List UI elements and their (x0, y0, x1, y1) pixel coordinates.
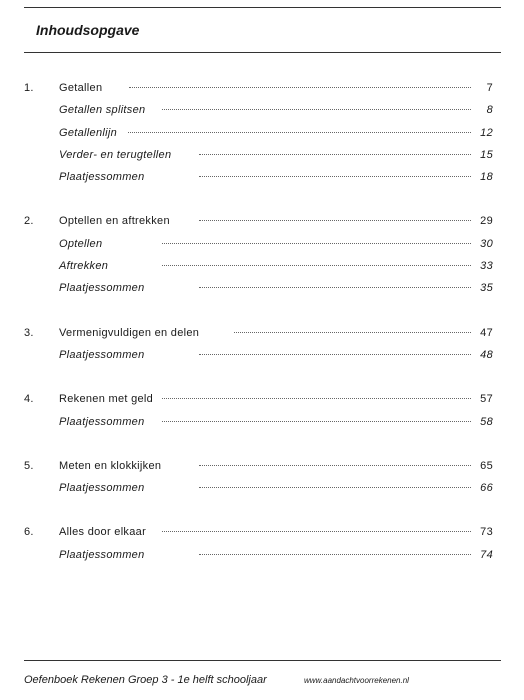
toc-entry-label: Plaatjessommen (59, 548, 145, 561)
chapter-number: 6. (24, 526, 34, 539)
title-rule (24, 52, 501, 53)
page-number: 29 (480, 215, 493, 228)
chapter-number: 2. (24, 215, 34, 228)
dot-leader (199, 487, 471, 488)
page-number: 74 (480, 548, 493, 561)
subsection-row (24, 278, 493, 300)
page-number: 8 (486, 104, 493, 117)
footer-book-title: Oefenboek Rekenen Groep 3 - 1e helft schooljaar (24, 674, 267, 686)
toc-entry-label: Optellen en aftrekken (59, 215, 170, 228)
chapter-number: 4. (24, 393, 34, 406)
page-number: 7 (486, 82, 493, 94)
dot-leader (162, 398, 471, 399)
section-gap (24, 500, 493, 522)
chapter-row (24, 456, 493, 478)
page-number: 30 (480, 237, 493, 250)
toc-entry-label: Plaatjessommen (59, 171, 145, 184)
footer-website: www.aandachtvoorrekenen.nl (304, 676, 409, 685)
dot-leader (199, 287, 471, 288)
top-rule (24, 7, 501, 8)
dot-leader (129, 87, 471, 88)
chapter-row (24, 211, 493, 233)
page-number: 48 (480, 348, 493, 361)
subsection-row (24, 412, 493, 434)
toc-entry-label: Rekenen met geld (59, 393, 154, 406)
subsection-row (24, 256, 493, 278)
dot-leader (128, 132, 471, 133)
chapter-number: 3. (24, 326, 34, 339)
table-of-contents (24, 78, 493, 567)
chapter-row (24, 522, 493, 544)
dot-leader (199, 465, 471, 466)
toc-entry-label: Plaatjessommen (59, 482, 145, 495)
toc-entry-label: Getallen (59, 82, 103, 94)
chapter-row (24, 323, 493, 345)
dot-leader (162, 421, 471, 422)
section-gap (24, 189, 493, 211)
toc-entry-label: Plaatjessommen (59, 415, 145, 428)
dot-leader (162, 243, 471, 244)
dot-leader (199, 154, 471, 155)
dot-leader (199, 176, 471, 177)
toc-entry-label: Getallen splitsen (59, 104, 146, 117)
page-number: 57 (480, 393, 493, 406)
subsection-row (24, 145, 493, 167)
dot-leader (162, 531, 471, 532)
page-number: 18 (480, 171, 493, 184)
dot-leader (199, 354, 471, 355)
toc-entry-label: Vermenigvuldigen en delen (59, 326, 200, 339)
chapter-number: 5. (24, 459, 34, 472)
page-number: 65 (480, 459, 493, 472)
section-gap (24, 301, 493, 323)
subsection-row (24, 234, 493, 256)
dot-leader (199, 220, 471, 221)
page-title: Inhoudsopgave (36, 22, 140, 38)
subsection-row (24, 100, 493, 122)
page-number: 15 (480, 148, 493, 161)
footer-rule (24, 660, 501, 661)
chapter-row (24, 389, 493, 411)
subsection-row (24, 345, 493, 367)
subsection-row (24, 167, 493, 189)
page-number: 47 (480, 326, 493, 339)
page-number: 66 (480, 482, 493, 495)
dot-leader (162, 265, 471, 266)
toc-entry-label: Plaatjessommen (59, 348, 145, 361)
toc-entry-label: Meten en klokkijken (59, 459, 162, 472)
page-number: 33 (480, 260, 493, 273)
page-number: 35 (480, 282, 493, 295)
dot-leader (234, 332, 471, 333)
toc-entry-label: Plaatjessommen (59, 282, 145, 295)
page-number: 73 (480, 526, 493, 539)
section-gap (24, 367, 493, 389)
chapter-row (24, 78, 493, 100)
subsection-row (24, 123, 493, 145)
page-number: 58 (480, 415, 493, 428)
chapter-number: 1. (24, 82, 34, 94)
toc-entry-label: Verder- en terugtellen (59, 148, 172, 161)
subsection-row (24, 478, 493, 500)
toc-entry-label: Aftrekken (59, 260, 109, 273)
section-gap (24, 434, 493, 456)
page-number: 12 (480, 126, 493, 139)
dot-leader (162, 109, 471, 110)
toc-entry-label: Getallenlijn (59, 126, 118, 139)
toc-entry-label: Optellen (59, 237, 103, 250)
subsection-row (24, 545, 493, 567)
toc-entry-label: Alles door elkaar (59, 526, 147, 539)
dot-leader (199, 554, 471, 555)
